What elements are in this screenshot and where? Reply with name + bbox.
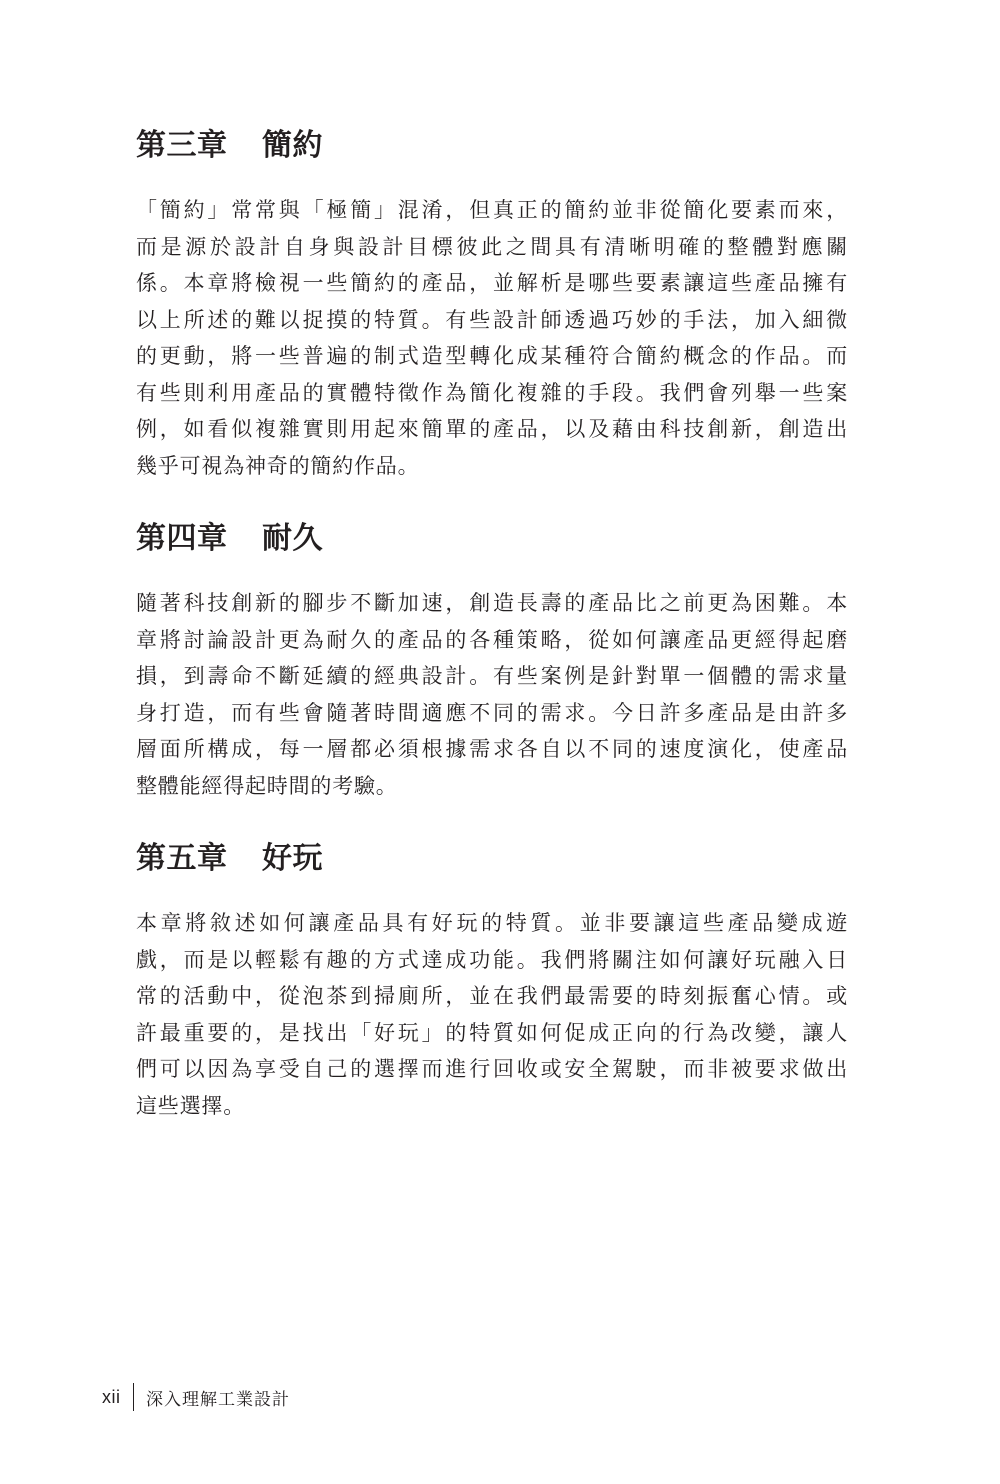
chapter-4-section <box>136 517 848 804</box>
body-line: 係。本章將檢視一些簡約的產品，並解析是哪些要素讓這些產品擁有 <box>136 271 848 295</box>
body-line: 章將討論設計更為耐久的產品的各種策略，從如何讓產品更經得起磨 <box>136 627 848 652</box>
chapter-5-body <box>136 881 848 1124</box>
body-line: 「簡約」常常與「極簡」混淆，但真正的簡約並非從簡化要素而來， <box>136 198 848 222</box>
body-line: 以上所述的難以捉摸的特質。有些設計師透過巧妙的手法，加入細微 <box>136 307 848 332</box>
body-line: 層面所構成，每一層都必須根據需求各自以不同的速度演化，使產品 <box>136 737 848 761</box>
chapter-4-title: 耐久 <box>262 521 323 556</box>
chapter-5-number: 第五章 <box>136 841 228 876</box>
body-line: 損，到壽命不斷延續的經典設計。有些案例是針對單一個體的需求量 <box>136 664 848 688</box>
body-line: 們可以因為享受自己的選擇而進行回收或安全駕駛，而非被要求做出 <box>136 1057 848 1081</box>
body-line: 隨著科技創新的腳步不斷加速，創造長壽的產品比之前更為困難。本 <box>136 591 848 615</box>
chapter-4-number: 第四章 <box>136 521 228 556</box>
body-line: 許最重要的，是找出「好玩」的特質如何促成正向的行為改變，讓人 <box>136 1020 848 1045</box>
chapter-3-title: 簡約 <box>262 128 323 163</box>
chapter-4-heading <box>136 517 848 561</box>
chapter-5-section <box>136 837 848 1124</box>
body-line: 例，如看似複雜實則用起來簡單的產品，以及藉由科技創新，創造出 <box>136 417 848 441</box>
chapter-3-body <box>136 168 848 484</box>
chapter-4-body <box>136 561 848 804</box>
running-title: 深入理解工業設計 <box>146 1389 290 1410</box>
body-line: 身打造，而有些會隨著時間適應不同的需求。今日許多產品是由許多 <box>136 700 848 725</box>
body-line: 的更動，將一些普遍的制式造型轉化成某種符合簡約概念的作品。而 <box>136 344 848 368</box>
footer-divider <box>133 1383 135 1411</box>
body-line: 幾乎可視為神奇的簡約作品。 <box>136 453 420 478</box>
chapter-5-heading <box>136 837 848 881</box>
page-footer <box>102 1382 290 1412</box>
chapter-5-title: 好玩 <box>262 841 323 876</box>
chapter-3-section <box>136 124 848 484</box>
body-line: 這些選擇。 <box>136 1093 245 1118</box>
body-line: 整體能經得起時間的考驗。 <box>136 773 398 798</box>
body-line: 本章將敘述如何讓產品具有好玩的特質。並非要讓這些產品變成遊 <box>136 911 848 935</box>
body-line: 而是源於設計自身與設計目標彼此之間具有清晰明確的整體對應關 <box>136 234 848 259</box>
page-number: xii <box>102 1386 121 1407</box>
chapter-3-heading <box>136 124 848 168</box>
body-line: 有些則利用產品的實體特徵作為簡化複雜的手段。我們會列舉一些案 <box>136 380 848 405</box>
body-line: 戲，而是以輕鬆有趣的方式達成功能。我們將關注如何讓好玩融入日 <box>136 947 848 972</box>
body-line: 常的活動中，從泡茶到掃廁所，並在我們最需要的時刻振奮心情。或 <box>136 984 848 1008</box>
chapter-3-number: 第三章 <box>136 128 228 163</box>
